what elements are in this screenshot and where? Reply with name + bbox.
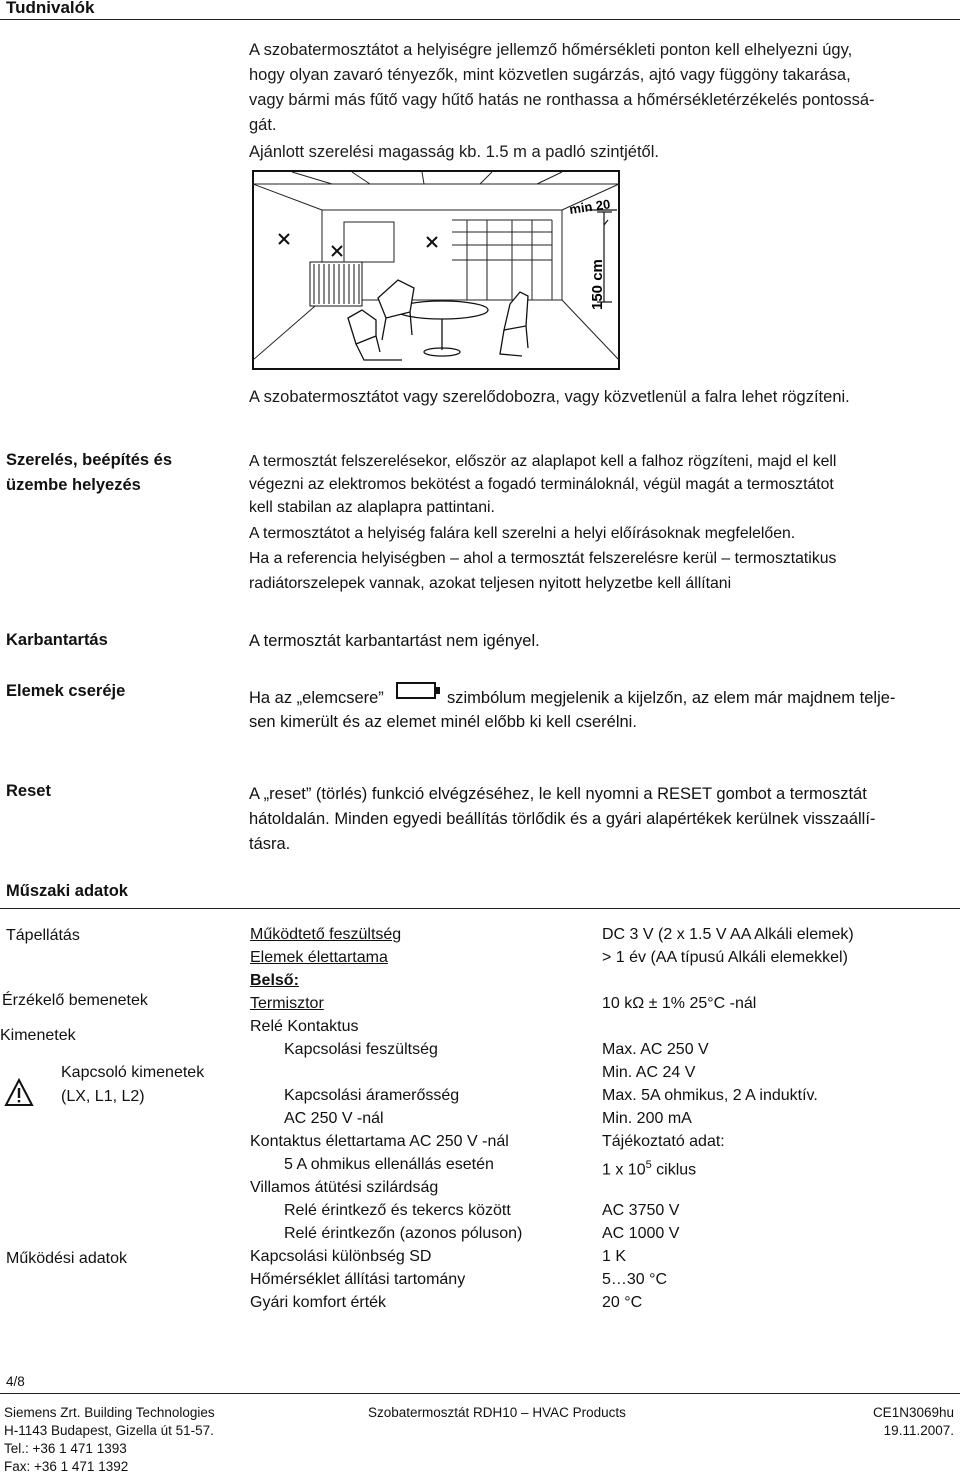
battery-text-before: Ha az „elemcsere” <box>249 689 384 707</box>
spec-value-operating-voltage: DC 3 V (2 x 1.5 V AA Alkáli elemek) <box>602 926 854 943</box>
intro-line: hogy olyan zavaró tényezők, mint közvetlen sugárzás, ajtó vagy függöny takarása, <box>249 66 851 84</box>
figure-caption: A szobatermosztátot vagy szerelődobozra, vagy közvetlenül a falra lehet rögzíteni. <box>249 388 850 406</box>
spec-label-temp-range: Hőmérséklet állítási tartomány <box>250 1271 466 1288</box>
room-installation-figure <box>252 170 622 372</box>
spec-label-operating-voltage: Működtető feszültség <box>250 926 402 943</box>
reset-line: A „reset” (törlés) funkció elvégzéséhez, le kell nyomni a RESET gombot a termosztát <box>249 785 867 803</box>
spec-value-cycles <box>602 1155 696 1180</box>
intro-line: vagy bármi más fűtő vagy hűtő hatás ne ronthassa a hőmérsékletérzékelés pontossá- <box>249 91 875 109</box>
spec-value-switching-diff: 1 K <box>602 1248 627 1265</box>
maintenance-heading: Karbantartás <box>6 631 108 649</box>
footer-address: H-1143 Budapest, Gizella út 51-57. <box>4 1423 214 1438</box>
spec-value-comfort: 20 °C <box>602 1294 643 1311</box>
spec-label-switching-voltage: Kapcsolási feszültség <box>284 1041 438 1058</box>
install-heading <box>6 448 172 498</box>
spec-value-contact-life-note: Tájékoztató adat: <box>602 1133 725 1150</box>
battery-text-after: szimbólum megjelenik a kijelzőn, az elem már majdnem telje- <box>446 689 896 707</box>
intro-line: Ajánlott szerelési magasság kb. 1.5 m a padló szintjétől. <box>249 143 659 161</box>
spec-value-temp-range: 5…30 °C <box>602 1271 668 1288</box>
footer-left <box>4 1404 215 1476</box>
spec-label-comfort: Gyári komfort érték <box>250 1294 387 1311</box>
install-heading-line1: Szerelés, beépítés és <box>6 451 173 469</box>
header-rule <box>0 19 960 20</box>
spec-value-thermistor: 10 kΩ ± 1% 25°C -nál <box>602 995 757 1012</box>
battery-text <box>249 682 895 734</box>
spec-value-switching-voltage-max: Max. AC 250 V <box>602 1041 709 1058</box>
spec-label-switching-diff: Kapcsolási különbség SD <box>250 1248 432 1265</box>
spec-label-ohmic-load: 5 A ohmikus ellenállás esetén <box>284 1156 494 1173</box>
page-number: 4/8 <box>6 1374 25 1389</box>
spec-value-switching-current-max: Max. 5A ohmikus, 2 A induktív. <box>602 1087 818 1104</box>
install-heading-line2: üzembe helyezés <box>6 476 141 494</box>
reset-heading: Reset <box>6 782 51 800</box>
tech-left-outputs: Kimenetek <box>0 1027 76 1044</box>
footer-rule <box>0 1393 960 1394</box>
intro-line: A szobatermosztátot a helyiségre jellemző hőmérsékleti ponton kell elhelyezni úgy, <box>249 41 853 59</box>
footer-tel: Tel.: +36 1 471 1393 <box>4 1441 127 1456</box>
footer-right <box>873 1404 954 1440</box>
install-line: végezni az elektromos bekötést a fogadó termináloknál, végül magát a termosztátot <box>249 476 834 493</box>
spec-value-switching-voltage-min: Min. AC 24 V <box>602 1064 696 1081</box>
tech-left-power: Tápellátás <box>6 927 80 944</box>
spec-label-contact-same-pole: Relé érintkezőn (azonos póluson) <box>284 1225 523 1242</box>
spec-label-at-250v: AC 250 V -nál <box>284 1110 384 1127</box>
switch-outputs-label: Kapcsoló kimenetek <box>61 1064 205 1081</box>
cycles-base: 1 x 10 <box>602 1161 646 1179</box>
install-line: Ha a referencia helyiségben – ahol a termosztát felszerelésre kerül – termosztatikus <box>249 550 837 567</box>
install-line: A termosztát felszerelésekor, először az alaplapot kell a falhoz rögzíteni, majd el kell <box>249 453 837 470</box>
install-line: kell stabilan az alaplapra pattintani. <box>249 499 495 516</box>
install-text <box>249 450 836 595</box>
intro-line: gát. <box>249 116 277 134</box>
cycles-unit: ciklus <box>651 1161 697 1179</box>
spec-label-thermistor: Termisztor <box>250 995 324 1012</box>
spec-label-relay-contact: Relé Kontaktus <box>250 1018 359 1035</box>
tech-left-switch-outputs <box>61 1061 204 1109</box>
spec-value-contact-coil: AC 3750 V <box>602 1202 680 1219</box>
maintenance-text: A termosztát karbantartást nem igényel. <box>249 632 540 650</box>
spec-label-contact-coil: Relé érintkező és tekercs között <box>284 1202 511 1219</box>
tech-rule <box>0 908 960 909</box>
install-line: A termosztátot a helyiség falára kell szerelni a helyi előírásoknak megfelelően. <box>249 525 796 542</box>
spec-label-dielectric: Villamos átütési szilárdság <box>250 1179 439 1196</box>
battery-symbol-icon <box>396 682 436 699</box>
spec-label-contact-life: Kontaktus élettartama AC 250 V -nál <box>250 1133 509 1150</box>
intro-text <box>249 38 954 165</box>
warning-triangle-icon <box>4 1078 34 1108</box>
footer-fax: Fax: +36 1 471 1392 <box>4 1459 129 1474</box>
install-line: radiátorszelepek vannak, azokat teljesen nyitott helyzetbe kell állítani <box>249 575 732 592</box>
footer-company: Siemens Zrt. Building Technologies <box>4 1405 215 1420</box>
page-header-title: Tudnivalók <box>6 0 95 17</box>
switch-outputs-terminals: (LX, L1, L2) <box>61 1088 145 1105</box>
reset-line: hátoldalán. Minden egyedi beállítás törlődik és a gyári alapértékek kerülnek visszaállí- <box>249 810 876 828</box>
battery-line2: sen kimerült és az elemet minél előbb ki kell cserélni. <box>249 713 637 731</box>
spec-label-battery-life: Elemek élettartama <box>250 949 388 966</box>
min-distance-label: min 20 <box>568 196 612 217</box>
tech-left-operation: Működési adatok <box>6 1250 127 1267</box>
height-label: 150 cm <box>589 259 606 310</box>
battery-heading: Elemek cseréje <box>6 682 126 700</box>
footer-product: Szobatermosztát RDH10 – HVAC Products <box>368 1405 626 1420</box>
cycles-exponent: 5 <box>645 1159 652 1171</box>
footer-doc-id: CE1N3069hu <box>872 1405 954 1420</box>
spec-label-switching-current: Kapcsolási áramerősség <box>284 1087 460 1104</box>
reset-line: tásra. <box>249 835 291 853</box>
spec-label-internal: Belső: <box>250 972 299 989</box>
reset-text <box>249 782 875 857</box>
footer-date: 19.11.2007. <box>883 1423 954 1438</box>
spec-value-battery-life: > 1 év (AA típusú Alkáli elemekkel) <box>602 949 848 966</box>
spec-value-switching-current-min: Min. 200 mA <box>602 1110 692 1127</box>
battery-line1 <box>249 682 895 710</box>
tech-heading: Műszaki adatok <box>6 882 128 900</box>
spec-value-contact-same-pole: AC 1000 V <box>602 1225 680 1242</box>
tech-left-sensor: Érzékelő bemenetek <box>2 992 148 1009</box>
